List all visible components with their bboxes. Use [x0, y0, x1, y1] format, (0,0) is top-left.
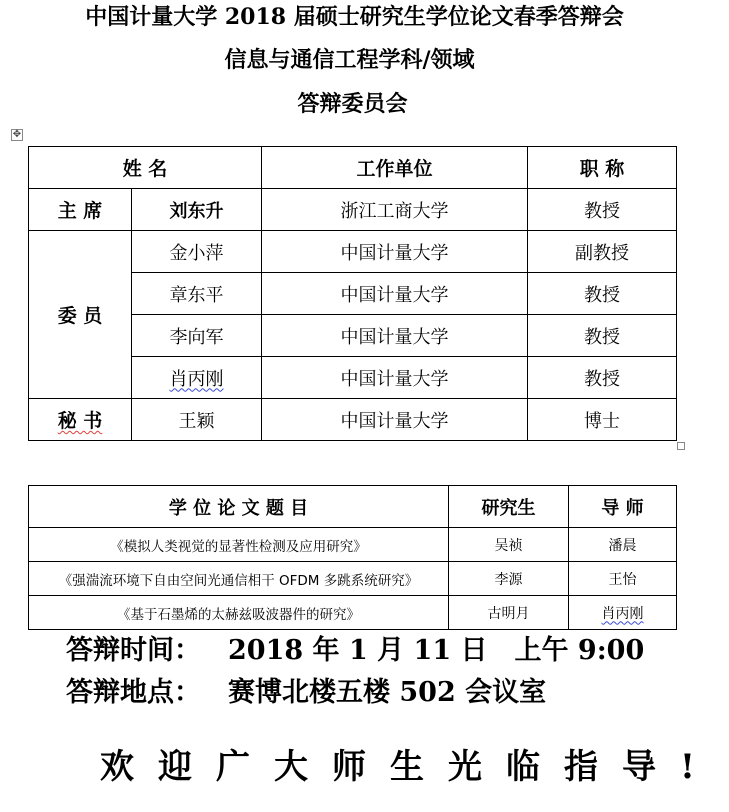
thesis-title: 《基于石墨烯的太赫兹吸波器件的研究》	[29, 596, 449, 630]
table-header-row	[29, 147, 677, 189]
member-name: 章东平	[132, 273, 262, 315]
discipline-title: 信息与通信工程学科/领域	[224, 47, 475, 73]
member-title: 教授	[528, 357, 677, 399]
table-row	[29, 189, 677, 231]
header-advisor: 导 师	[569, 486, 677, 528]
member-name: 李向军	[132, 315, 262, 357]
member-name-text: 肖丙刚	[169, 368, 224, 390]
secretary-unit: 中国计量大学	[262, 399, 528, 441]
secretary-title: 博士	[528, 399, 677, 441]
defense-time-value: 2018 年 1 月 11 日 上午 9:00	[228, 635, 645, 666]
table-row	[29, 399, 677, 441]
member-title: 副教授	[528, 231, 677, 273]
chair-title: 教授	[528, 189, 677, 231]
defense-time-label: 答辩时间：	[66, 635, 201, 666]
defense-place-value: 赛博北楼五楼 502 会议室	[228, 677, 547, 708]
header-unit: 工作单位	[262, 147, 528, 189]
table-row	[29, 528, 677, 562]
defense-place	[66, 674, 546, 712]
chair-unit: 浙江工商大学	[262, 189, 528, 231]
member-unit: 中国计量大学	[262, 357, 528, 399]
role-chair: 主 席	[29, 189, 132, 231]
resize-square-icon[interactable]	[677, 442, 685, 450]
role-members: 委 员	[29, 231, 132, 399]
welcome-message: 欢迎广大师生光临指导!	[100, 747, 719, 787]
thesis-advisor: 王怡	[569, 562, 677, 596]
member-unit: 中国计量大学	[262, 273, 528, 315]
member-unit: 中国计量大学	[262, 315, 528, 357]
thesis-advisor: 潘晨	[569, 528, 677, 562]
thesis-title: 《模拟人类视觉的显著性检测及应用研究》	[29, 528, 449, 562]
committee-title: 答辩委员会	[297, 91, 408, 117]
table-row	[29, 231, 677, 273]
secretary-name: 王颖	[132, 399, 262, 441]
defense-place-label: 答辩地点：	[66, 677, 201, 708]
member-title: 教授	[528, 273, 677, 315]
thesis-table	[28, 485, 677, 630]
member-name: 金小萍	[132, 231, 262, 273]
move-cross-icon[interactable]: ✥	[12, 129, 22, 140]
table-header-row	[29, 486, 677, 528]
member-unit: 中国计量大学	[262, 231, 528, 273]
header-thesis-title: 学 位 论 文 题 目	[29, 486, 449, 528]
member-title: 教授	[528, 315, 677, 357]
main-title: 中国计量大学 2018 届硕士研究生学位论文春季答辩会	[85, 4, 624, 30]
role-secretary	[29, 399, 132, 441]
thesis-title: 《强湍流环境下自由空间光通信相干 OFDM 多跳系统研究》	[29, 562, 449, 596]
thesis-student: 李源	[449, 562, 569, 596]
member-name	[132, 357, 262, 399]
role-secretary-text: 秘 书	[57, 410, 103, 432]
table-row	[29, 562, 677, 596]
thesis-student: 古明月	[449, 596, 569, 630]
thesis-student: 吴祯	[449, 528, 569, 562]
table-row	[29, 596, 677, 630]
defense-time	[66, 632, 644, 670]
thesis-advisor	[569, 596, 677, 630]
committee-table	[28, 146, 677, 441]
header-name: 姓 名	[29, 147, 262, 189]
chair-name: 刘东升	[132, 189, 262, 231]
header-title: 职 称	[528, 147, 677, 189]
thesis-advisor-text: 肖丙刚	[601, 605, 644, 622]
header-student: 研究生	[449, 486, 569, 528]
